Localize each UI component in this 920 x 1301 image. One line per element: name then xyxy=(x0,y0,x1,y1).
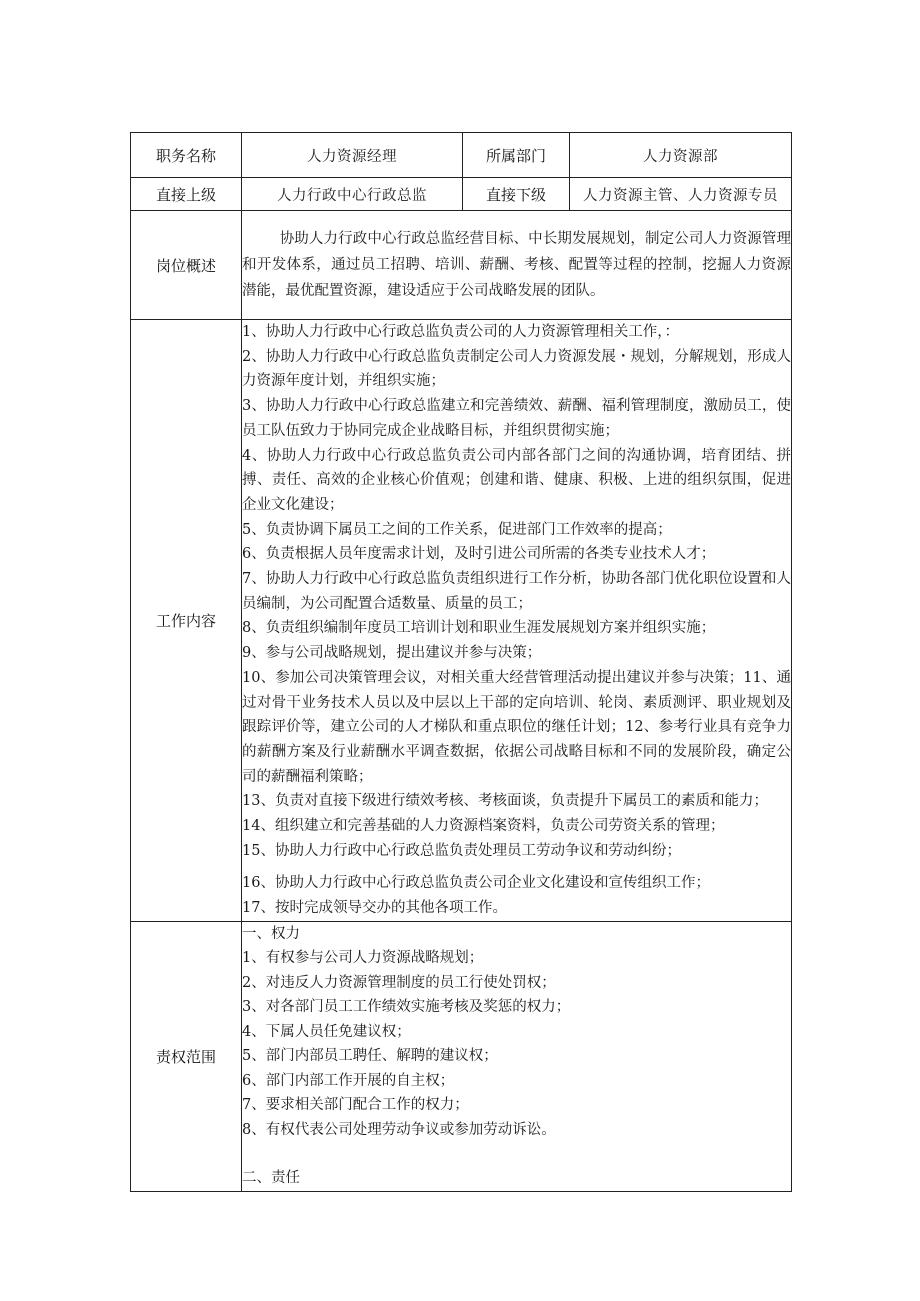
work-item: 8、负责组织编制年度员工培训计划和职业生涯发展规划方案并组织实施； xyxy=(242,620,716,637)
power-heading: 一、权力 xyxy=(242,925,300,942)
work-item: 3、协助人力行政中心行政总监建立和完善绩效、薪酬、福利管理制度，激励员工，使员工队伍致力于协同完成企业战略目标，并组织贯彻实施； xyxy=(242,398,791,439)
work-item: 4、协助人力行政中心行政总监负责公司内部各部门之间的沟通协调，培育团结、拼搏、责任、高效的企业核心价值观；创建和谐、健康、积极、上进的组织氛围，促进企业文化建设； xyxy=(242,447,791,513)
subordinate-value: 人力资源主管、人力资源专员 xyxy=(570,178,792,211)
work-item: 1、协助人力行政中心行政总监负责公司的人力资源管理相关工作，： xyxy=(242,324,679,340)
work-label: 工作内容 xyxy=(131,320,242,922)
work-row xyxy=(131,320,792,922)
summary-text: 协助人力行政中心行政总监经营目标、中长期发展规划，制定公司人力资源管理和开发体系，通过员工招聘、培训、薪酬、考核、配置等过程的控制，挖掘人力资源潜能，最优配置资源，建设适应于公司战略发展的团队。 xyxy=(242,231,791,299)
duty-heading: 二、责任 xyxy=(242,1170,300,1187)
rights-item: 2、对违反人力资源管理制度的员工行使处罚权； xyxy=(242,974,556,991)
rights-row xyxy=(131,921,792,1191)
superior-label: 直接上级 xyxy=(131,178,242,211)
rights-label: 责权范围 xyxy=(131,921,242,1191)
spacer xyxy=(242,863,791,871)
work-content xyxy=(242,320,792,922)
work-item: 15、协助人力行政中心行政总监负责处理员工劳动争议和劳动纠纷； xyxy=(242,842,681,859)
rights-item: 3、对各部门员工工作绩效实施考核及奖惩的权力； xyxy=(242,999,571,1016)
spacer xyxy=(242,1142,791,1166)
position-label: 职务名称 xyxy=(131,133,242,178)
position-value: 人力资源经理 xyxy=(242,133,463,178)
work-item: 17、按时完成领导交办的其他各项工作。 xyxy=(242,900,507,917)
work-item: 16、协助人力行政中心行政总监负责公司企业文化建设和宣传组织工作； xyxy=(242,875,710,892)
work-item: 9、参与公司战略规划，提出建议并参与决策； xyxy=(242,645,542,662)
summary-label: 岗位概述 xyxy=(131,211,242,320)
rights-item: 8、有权代表公司处理劳动争议或参加劳动诉讼。 xyxy=(242,1121,556,1138)
work-item: 7、协助人力行政中心行政总监负责组织进行工作分析，协助各部门优化职位设置和人员编制，为公司配置合适数量、质量的员工； xyxy=(242,571,791,612)
summary-cell xyxy=(242,211,792,320)
work-item: 14、组织建立和完善基础的人力资源档案资料，负责公司劳资关系的管理； xyxy=(242,818,725,835)
superior-value: 人力行政中心行政总监 xyxy=(242,178,463,211)
work-item: 2、协助人力行政中心行政总监负责制定公司人力资源发展・规划，分解规划，形成人力资源年度计划，并组织实施； xyxy=(242,348,791,390)
work-item: 6、负责根据人员年度需求计划，及时引进公司所需的各类专业技术人才； xyxy=(242,546,716,563)
department-label: 所属部门 xyxy=(463,133,570,178)
rights-item: 6、部门内部工作开展的自主权； xyxy=(242,1072,455,1089)
rights-item: 5、部门内部员工聘任、解聘的建议权； xyxy=(242,1048,498,1065)
work-item: 10、参加公司决策管理会议，对相关重大经营管理活动提出建议并参与决策；11、通过对骨干业务技术人员以及中层以上干部的定向培训、轮岗、素质测评、职业规划及跟踪评价等，建立公司的人才梯队和重点职位的继任计划；12、参考行业具有竞争力的薪酬方案及行业薪酬水平调查数据，依据公司战略目标和不同的发展阶段，确定公司的薪酬福利策略； xyxy=(242,669,791,785)
job-description-table xyxy=(130,132,792,1192)
reporting-row xyxy=(131,178,792,211)
summary-row xyxy=(131,211,792,320)
rights-content xyxy=(242,921,792,1191)
rights-item: 7、要求相关部门配合工作的权力； xyxy=(242,1097,469,1114)
rights-item: 1、有权参与公司人力资源战略规划； xyxy=(242,950,484,967)
rights-item: 4、下属人员任免建议权； xyxy=(242,1023,411,1040)
department-value: 人力资源部 xyxy=(570,133,792,178)
work-item: 5、负责协调下属员工之间的工作关系，促进部门工作效率的提高； xyxy=(242,521,672,538)
work-item: 13、负责对直接下级进行绩效考核、考核面谈，负责提升下属员工的素质和能力； xyxy=(242,793,768,810)
subordinate-label: 直接下级 xyxy=(463,178,570,211)
position-row xyxy=(131,133,792,178)
